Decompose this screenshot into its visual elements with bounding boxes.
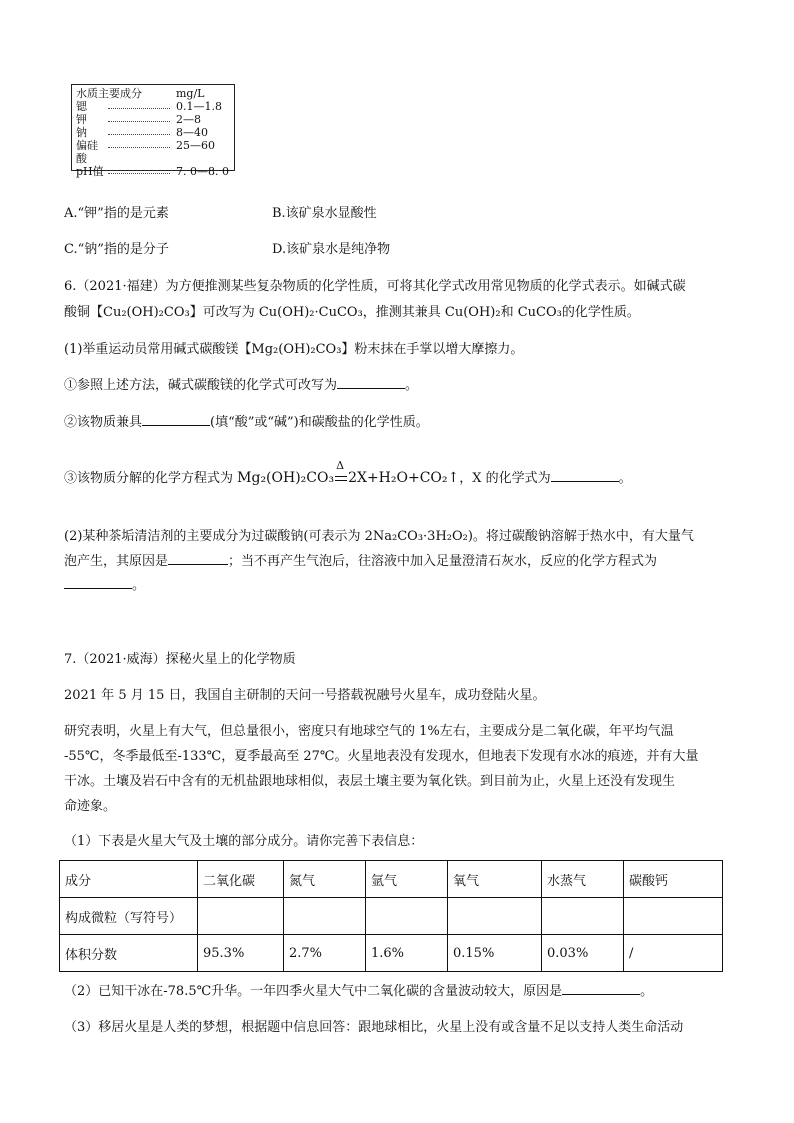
answer-blank[interactable] [562,982,640,995]
label-row: 钠 8—40 [76,126,208,139]
reactant-formula: Mg₂(OH)₂CO₃ [237,470,335,486]
q6-part1: (1)举重运动员常用碱式碳酸镁【Mg₂(OH)₂CO₃】粉末抹在手掌以增大摩擦力。 [64,342,524,357]
q6-part2-line2: 泡产生，其原因是 ；当不再产生气泡后，往溶液中加入足量澄清石灰水，反应的化学方程式为 [64,554,658,569]
q7-para-line2: -55℃，冬季最低至-133℃，夏季最高至 27℃。火星地表没有发现水，但地表下发现有水冰的痕迹，并有大量 [64,749,699,764]
q7-news: 2021 年 5 月 15 日，我国自主研制的天问一号搭载祝融号火星车，成功登陆火星。 [64,688,546,703]
answer-cell[interactable] [198,898,284,935]
table-row [60,935,723,972]
table-cell: 95.3% [198,935,284,972]
answer-cell[interactable] [542,898,624,935]
answer-cell[interactable] [624,898,723,935]
answer-blank[interactable] [168,552,228,565]
q6-intro-line1: 6.（2021·福建）为方便推测某些复杂物质的化学性质，可将其化学式改用常见物质的化学式表示。如碱式碳 [64,279,686,294]
q7-para-line3: 干冰。土壤及岩石中含有的无机盐跟地球相似，表层土壤主要为氧化铁。到目前为止，火星上还没有发现生 [64,774,676,789]
table-row [60,898,723,935]
q7-question2: （2）已知干冰在-78.5℃升华。一年四季火星大气中二氧化碳的含量波动较大，原因是 。 [64,984,654,999]
option-b: B.该矿泉水显酸性 [272,206,377,221]
q6-intro-line2: 酸铜【Cu₂(OH)₂CO₃】可改写为 Cu(OH)₂·CuCO₃，推测其兼具 Cu(OH)₂和 CuCO₃的化学性质。 [64,305,640,320]
answer-cell[interactable] [284,898,366,935]
table-cell: 二氧化碳 [198,861,284,898]
mineral-water-label [71,84,235,178]
answer-cell[interactable] [366,898,448,935]
option-c: C.“钠”指的是分子 [64,242,169,257]
answer-blank[interactable] [142,413,210,426]
q6-sub2: ②该物质兼具 (填“酸”或“碱”)和碳酸盐的化学性质。 [64,415,429,430]
option-d: D.该矿泉水是纯净物 [272,242,391,257]
label-header-name: 水质主要成分 [76,87,142,100]
table-cell: 水蒸气 [542,861,624,898]
table-cell: 1.6% [366,935,448,972]
q7-question3: （3）移居火星是人类的梦想，根据题中信息回答：跟地球相比，火星上没有或含量不足以支持人类生命活动 [64,1020,684,1035]
table-cell: 氩气 [366,861,448,898]
table-cell: 碳酸钙 [624,861,723,898]
table-cell: 成分 [60,861,198,898]
q7-question1: （1）下表是火星大气及土壤的部分成分。请你完善下表信息： [64,834,424,849]
label-row: 钾 2—8 [76,113,201,126]
answer-blank[interactable] [551,469,619,482]
table-cell: 体积分数 [60,935,198,972]
table-cell: 2.7% [284,935,366,972]
q7-para-line1: 研究表明，火星上有大气，但总量很小，密度只有地球空气的 1%左右，主要成分是二氧化碳，年平均气温 [64,724,674,739]
products-formula: 2X+H₂O+CO₂↑ [348,470,460,486]
table-cell: 构成微粒（写符号） [60,898,198,935]
q6-part2-line3: 。 [64,574,145,593]
equation-condition [334,459,348,486]
q6-sub1: ①参照上述方法，碱式碳酸镁的化学式可改写为 。 [64,378,419,393]
label-row: pH值 7. 0—8. 0 [76,165,229,178]
label-header-unit: mg/L [176,87,205,100]
mars-composition-table [59,860,723,972]
label-row: 锶 0.1—1.8 [76,100,222,113]
answer-blank[interactable] [64,576,132,589]
option-a: A.“钾”指的是元素 [64,206,169,221]
table-cell: 0.15% [448,935,542,972]
table-cell: 氧气 [448,861,542,898]
table-cell: 氮气 [284,861,366,898]
answer-blank[interactable] [337,376,405,389]
delta-sign: Δ [336,459,345,472]
label-row: 偏硅酸 25—60 [76,139,215,165]
answer-cell[interactable] [448,898,542,935]
q7-title: 7.（2021·威海）探秘火星上的化学物质 [64,652,296,667]
table-cell: / [624,935,723,972]
table-cell: 0.03% [542,935,624,972]
table-header-row [60,861,723,898]
q6-sub3: ③该物质分解的化学方程式为 Mg₂(OH)₂CO₃ Δ 2X+H₂O+CO₂↑，X 的化学式为 。 [64,459,632,486]
q6-part2-line1: (2)某种茶垢清洁剂的主要成分为过碳酸钠(可表示为 2Na₂CO₃·3H₂O₂)。将过碳酸钠溶解于热水中，有大量气 [64,529,694,544]
q7-para-line4: 命迹象。 [64,799,117,814]
